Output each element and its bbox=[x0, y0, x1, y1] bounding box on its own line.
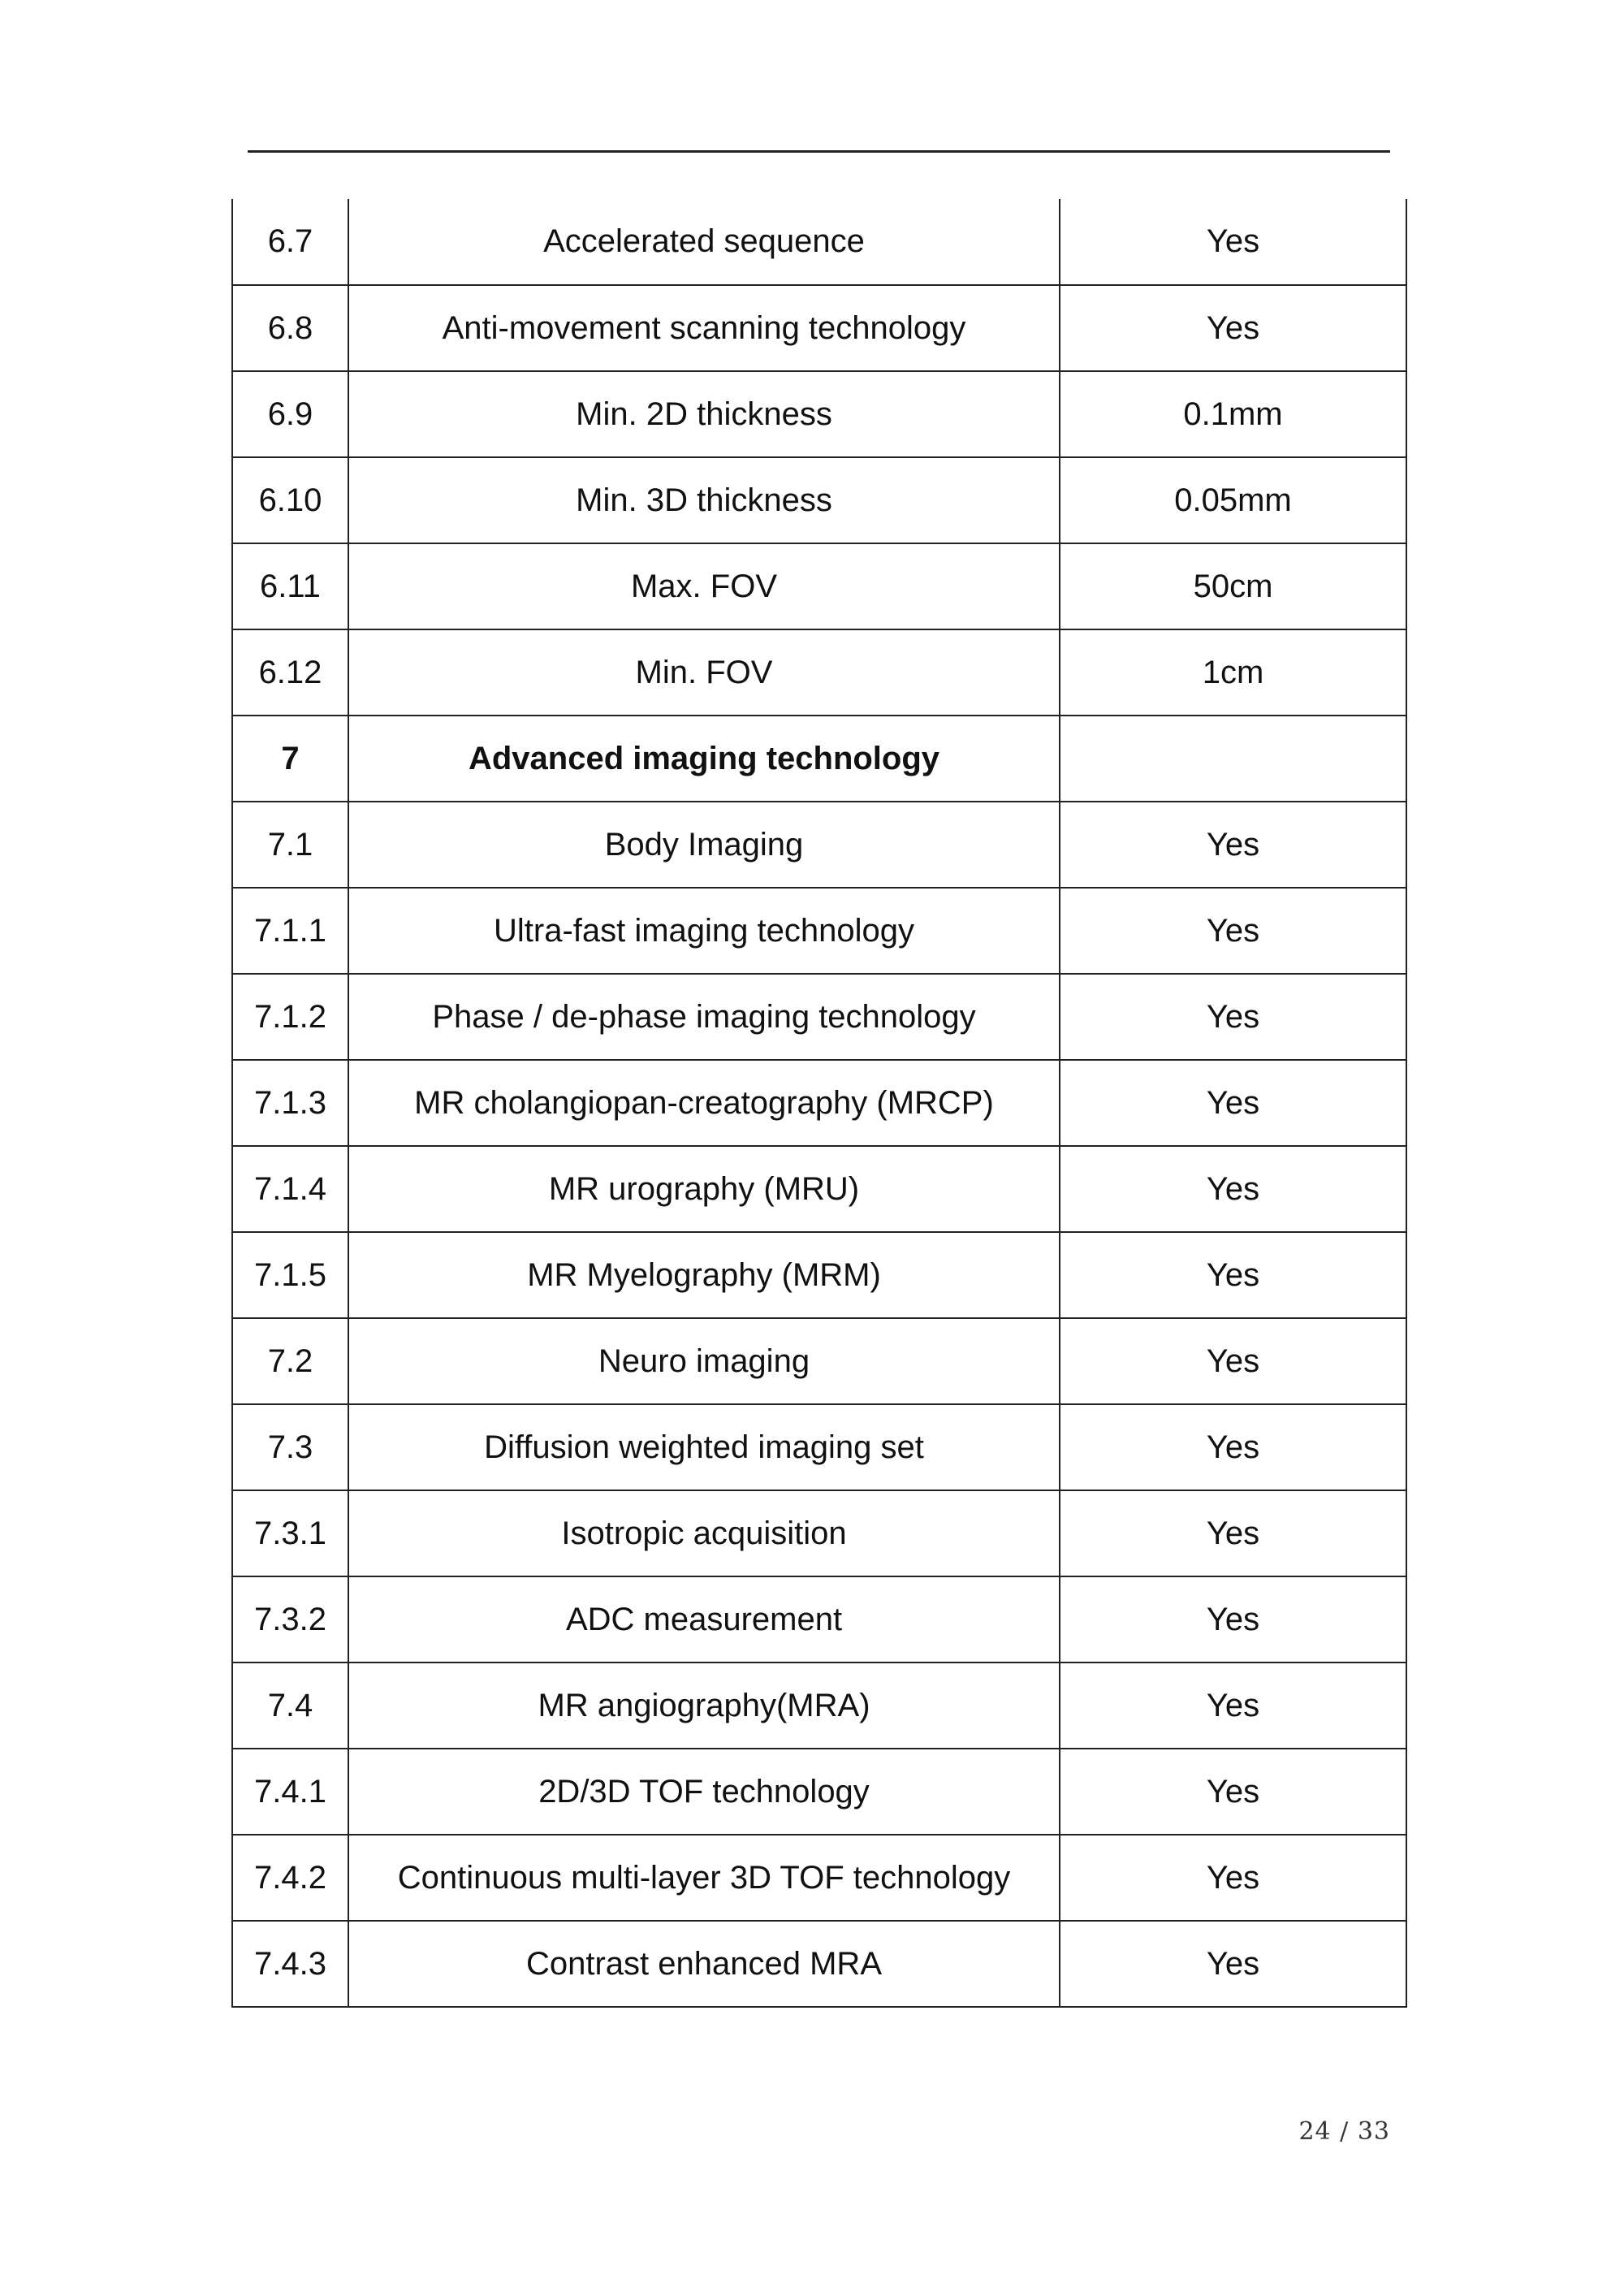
row-number-cell: 7.4 bbox=[232, 1663, 348, 1749]
table-row bbox=[232, 629, 1406, 716]
table-row bbox=[232, 1749, 1406, 1835]
table-row bbox=[232, 199, 1406, 285]
row-number-cell: 7.2 bbox=[232, 1318, 348, 1404]
row-number-cell: 7.1.2 bbox=[232, 974, 348, 1060]
row-item-cell: Advanced imaging technology bbox=[348, 716, 1060, 802]
row-item-cell: Min. FOV bbox=[348, 629, 1060, 716]
table-row bbox=[232, 1060, 1406, 1146]
spec-table bbox=[231, 199, 1407, 2008]
row-item-cell: Min. 3D thickness bbox=[348, 457, 1060, 543]
row-number-cell: 6.8 bbox=[232, 285, 348, 371]
table-row bbox=[232, 543, 1406, 629]
row-number-cell: 7.1.3 bbox=[232, 1060, 348, 1146]
row-number-cell: 7.1.4 bbox=[232, 1146, 348, 1232]
table-row bbox=[232, 1835, 1406, 1921]
row-item-cell: Min. 2D thickness bbox=[348, 371, 1060, 457]
row-value-cell: Yes bbox=[1060, 974, 1406, 1060]
row-number-cell: 7.3 bbox=[232, 1404, 348, 1490]
row-number-cell: 7.4.1 bbox=[232, 1749, 348, 1835]
row-value-cell: Yes bbox=[1060, 1835, 1406, 1921]
header-rule bbox=[248, 150, 1390, 153]
row-number-cell: 7.3.1 bbox=[232, 1490, 348, 1576]
row-value-cell: Yes bbox=[1060, 1146, 1406, 1232]
row-value-cell: Yes bbox=[1060, 1318, 1406, 1404]
row-item-cell: MR Myelography (MRM) bbox=[348, 1232, 1060, 1318]
table-row bbox=[232, 1921, 1406, 2007]
row-item-cell: MR urography (MRU) bbox=[348, 1146, 1060, 1232]
row-value-cell bbox=[1060, 716, 1406, 802]
table-row bbox=[232, 974, 1406, 1060]
row-item-cell: Phase / de-phase imaging technology bbox=[348, 974, 1060, 1060]
row-number-cell: 7.1 bbox=[232, 802, 348, 888]
row-item-cell: 2D/3D TOF technology bbox=[348, 1749, 1060, 1835]
row-value-cell: 0.1mm bbox=[1060, 371, 1406, 457]
row-value-cell: 1cm bbox=[1060, 629, 1406, 716]
row-value-cell: Yes bbox=[1060, 1576, 1406, 1663]
row-number-cell: 7.4.2 bbox=[232, 1835, 348, 1921]
row-value-cell: 0.05mm bbox=[1060, 457, 1406, 543]
row-value-cell: 50cm bbox=[1060, 543, 1406, 629]
row-number-cell: 7.4.3 bbox=[232, 1921, 348, 2007]
row-value-cell: Yes bbox=[1060, 1749, 1406, 1835]
table-row bbox=[232, 371, 1406, 457]
row-item-cell: Neuro imaging bbox=[348, 1318, 1060, 1404]
row-number-cell: 7 bbox=[232, 716, 348, 802]
table-row bbox=[232, 1404, 1406, 1490]
table-row bbox=[232, 888, 1406, 974]
row-value-cell: Yes bbox=[1060, 1060, 1406, 1146]
row-value-cell: Yes bbox=[1060, 285, 1406, 371]
table-row bbox=[232, 1146, 1406, 1232]
row-item-cell: MR cholangiopan-creatography (MRCP) bbox=[348, 1060, 1060, 1146]
row-item-cell: Isotropic acquisition bbox=[348, 1490, 1060, 1576]
row-value-cell: Yes bbox=[1060, 1490, 1406, 1576]
row-item-cell: Contrast enhanced MRA bbox=[348, 1921, 1060, 2007]
row-value-cell: Yes bbox=[1060, 1404, 1406, 1490]
row-value-cell: Yes bbox=[1060, 1663, 1406, 1749]
row-item-cell: Anti-movement scanning technology bbox=[348, 285, 1060, 371]
page-number: 24 / 33 bbox=[1298, 2117, 1390, 2146]
row-item-cell: Ultra-fast imaging technology bbox=[348, 888, 1060, 974]
table-row bbox=[232, 1318, 1406, 1404]
table-row bbox=[232, 1490, 1406, 1576]
table-row bbox=[232, 1232, 1406, 1318]
row-value-cell: Yes bbox=[1060, 802, 1406, 888]
table-row bbox=[232, 1663, 1406, 1749]
spec-table-body bbox=[232, 199, 1406, 2007]
table-row bbox=[232, 802, 1406, 888]
table-row bbox=[232, 457, 1406, 543]
row-item-cell: Body Imaging bbox=[348, 802, 1060, 888]
row-number-cell: 7.1.1 bbox=[232, 888, 348, 974]
table-row bbox=[232, 285, 1406, 371]
row-item-cell: MR angiography(MRA) bbox=[348, 1663, 1060, 1749]
row-item-cell: Continuous multi-layer 3D TOF technology bbox=[348, 1835, 1060, 1921]
row-number-cell: 6.9 bbox=[232, 371, 348, 457]
table-row bbox=[232, 1576, 1406, 1663]
row-item-cell: ADC measurement bbox=[348, 1576, 1060, 1663]
row-value-cell: Yes bbox=[1060, 1921, 1406, 2007]
row-value-cell: Yes bbox=[1060, 1232, 1406, 1318]
row-item-cell: Accelerated sequence bbox=[348, 199, 1060, 285]
row-item-cell: Diffusion weighted imaging set bbox=[348, 1404, 1060, 1490]
row-number-cell: 6.10 bbox=[232, 457, 348, 543]
row-item-cell: Max. FOV bbox=[348, 543, 1060, 629]
row-number-cell: 7.1.5 bbox=[232, 1232, 348, 1318]
row-number-cell: 6.11 bbox=[232, 543, 348, 629]
row-number-cell: 7.3.2 bbox=[232, 1576, 348, 1663]
row-value-cell: Yes bbox=[1060, 888, 1406, 974]
row-number-cell: 6.7 bbox=[232, 199, 348, 285]
row-value-cell: Yes bbox=[1060, 199, 1406, 285]
row-number-cell: 6.12 bbox=[232, 629, 348, 716]
table-row bbox=[232, 716, 1406, 802]
